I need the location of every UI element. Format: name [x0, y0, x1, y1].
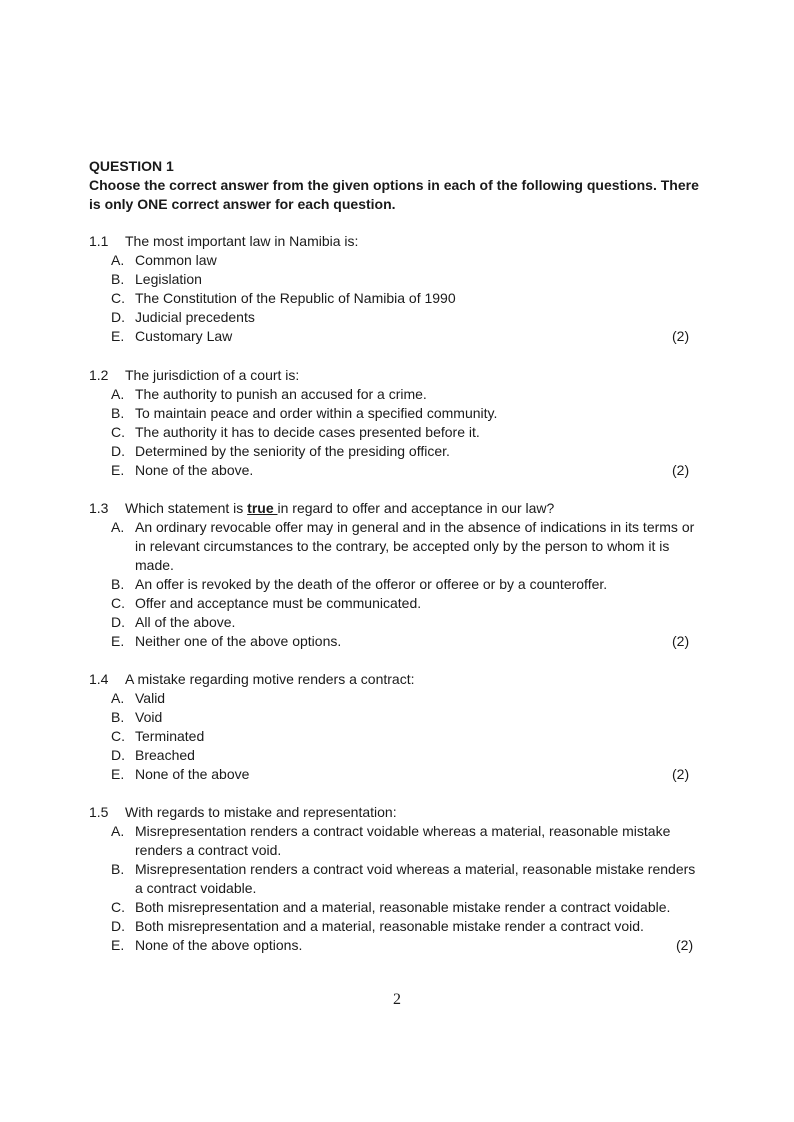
option-letter: C. — [111, 899, 125, 915]
option-c — [111, 289, 709, 308]
option-text: An ordinary revocable offer may in general and in the absence of indications in its terms or in relevant circumstances to the contrary, be accepted only by the person to whom it is made. — [135, 519, 695, 573]
option-list — [89, 822, 709, 955]
option-letter: D. — [111, 918, 125, 934]
option-letter: E. — [111, 633, 125, 649]
question-item-1-4 — [89, 670, 709, 784]
option-list — [89, 385, 709, 480]
option-c — [111, 423, 709, 442]
option-d — [111, 308, 709, 327]
option-letter: A. — [111, 519, 125, 535]
marks-allocation: (2) — [672, 328, 690, 344]
option-text: Both misrepresentation and a material, reasonable mistake render a contract void. — [135, 918, 644, 934]
option-text: Breached — [135, 747, 195, 763]
option-text: Misrepresentation renders a contract void whereas a material, reasonable mistake renders a contract voidable. — [135, 861, 696, 896]
item-stem: The most important law in Namibia is: — [125, 233, 359, 249]
stem-emphasis: true — [247, 500, 278, 516]
item-stem — [125, 499, 709, 518]
option-text: Void — [135, 709, 163, 725]
option-c — [111, 898, 709, 917]
option-text: Both misrepresentation and a material, reasonable mistake render a contract voidable. — [135, 899, 671, 915]
item-number: 1.5 — [89, 804, 109, 820]
option-letter: C. — [111, 290, 125, 306]
option-list — [89, 518, 709, 651]
option-text: Valid — [135, 690, 166, 706]
option-letter: B. — [111, 861, 125, 877]
option-letter: E. — [111, 766, 125, 782]
option-text: All of the above. — [135, 614, 236, 630]
option-text: Legislation — [135, 271, 202, 287]
stem-text-after: in regard to offer and acceptance in our law? — [277, 500, 555, 516]
item-number: 1.4 — [89, 671, 109, 687]
option-b — [111, 404, 709, 423]
option-text: Common law — [135, 252, 217, 268]
option-a — [111, 822, 709, 860]
question-item-1-3 — [89, 499, 709, 651]
option-text: None of the above options. — [135, 937, 303, 953]
option-letter: E. — [111, 328, 125, 344]
marks-allocation: (2) — [676, 937, 694, 953]
option-text: Judicial precedents — [135, 309, 255, 325]
option-text: Determined by the seniority of the presiding officer. — [135, 443, 450, 459]
option-e — [111, 632, 709, 651]
question-instructions: Choose the correct answer from the given options in each of the following questions. There is only ONE correct answer for each question. — [89, 177, 699, 212]
question-title: QUESTION 1 — [89, 158, 174, 174]
option-text: None of the above. — [135, 462, 254, 478]
option-text: The authority it has to decide cases presented before it. — [135, 424, 480, 440]
option-a — [111, 518, 709, 575]
option-letter: B. — [111, 576, 125, 592]
option-e — [111, 327, 709, 346]
option-letter: B. — [111, 271, 125, 287]
item-stem: With regards to mistake and representation: — [125, 804, 397, 820]
option-c — [111, 727, 709, 746]
option-list — [89, 251, 709, 346]
option-d — [111, 442, 709, 461]
option-text: Neither one of the above options. — [135, 633, 342, 649]
option-letter: C. — [111, 424, 125, 440]
item-number: 1.3 — [89, 500, 109, 516]
marks-allocation: (2) — [672, 633, 690, 649]
option-text: Customary Law — [135, 328, 233, 344]
option-a — [111, 385, 709, 404]
option-a — [111, 251, 709, 270]
option-a — [111, 689, 709, 708]
option-letter: B. — [111, 405, 125, 421]
option-d — [111, 746, 709, 765]
option-text: An offer is revoked by the death of the offeror or offeree or by a counteroffer. — [135, 576, 608, 592]
question-item-1-5 — [89, 803, 709, 955]
option-letter: D. — [111, 443, 125, 459]
item-stem: A mistake regarding motive renders a contract: — [125, 671, 415, 687]
page-number: 2 — [393, 991, 401, 1008]
option-letter: D. — [111, 747, 125, 763]
option-letter: A. — [111, 690, 125, 706]
option-letter: E. — [111, 937, 125, 953]
option-text: Offer and acceptance must be communicated. — [135, 595, 422, 611]
option-b — [111, 575, 709, 594]
option-letter: D. — [111, 309, 125, 325]
option-letter: D. — [111, 614, 125, 630]
option-letter: A. — [111, 386, 125, 402]
option-e — [111, 461, 709, 480]
option-text: None of the above — [135, 766, 250, 782]
option-c — [111, 594, 709, 613]
question-header — [89, 157, 709, 214]
option-letter: A. — [111, 252, 125, 268]
marks-allocation: (2) — [672, 462, 690, 478]
option-list — [89, 689, 709, 784]
item-number: 1.1 — [89, 233, 109, 249]
option-text: Misrepresentation renders a contract voidable whereas a material, reasonable mistake renders a contract void. — [135, 823, 671, 858]
option-b — [111, 270, 709, 289]
option-text: To maintain peace and order within a specified community. — [135, 405, 498, 421]
option-letter: E. — [111, 462, 125, 478]
option-e — [111, 936, 709, 955]
option-e — [111, 765, 709, 784]
option-b — [111, 708, 709, 727]
marks-allocation: (2) — [672, 766, 690, 782]
option-d — [111, 917, 709, 936]
option-text: The authority to punish an accused for a crime. — [135, 386, 427, 402]
option-letter: C. — [111, 728, 125, 744]
question-item-1-2 — [89, 366, 709, 480]
option-d — [111, 613, 709, 632]
item-stem: The jurisdiction of a court is: — [125, 367, 300, 383]
item-number: 1.2 — [89, 367, 109, 383]
option-letter: A. — [111, 823, 125, 839]
option-letter: B. — [111, 709, 125, 725]
stem-text-before: Which statement is — [125, 500, 248, 516]
question-item-1-1 — [89, 232, 709, 346]
option-b — [111, 860, 709, 898]
option-text: The Constitution of the Republic of Namibia of 1990 — [135, 290, 456, 306]
option-letter: C. — [111, 595, 125, 611]
option-text: Terminated — [135, 728, 205, 744]
